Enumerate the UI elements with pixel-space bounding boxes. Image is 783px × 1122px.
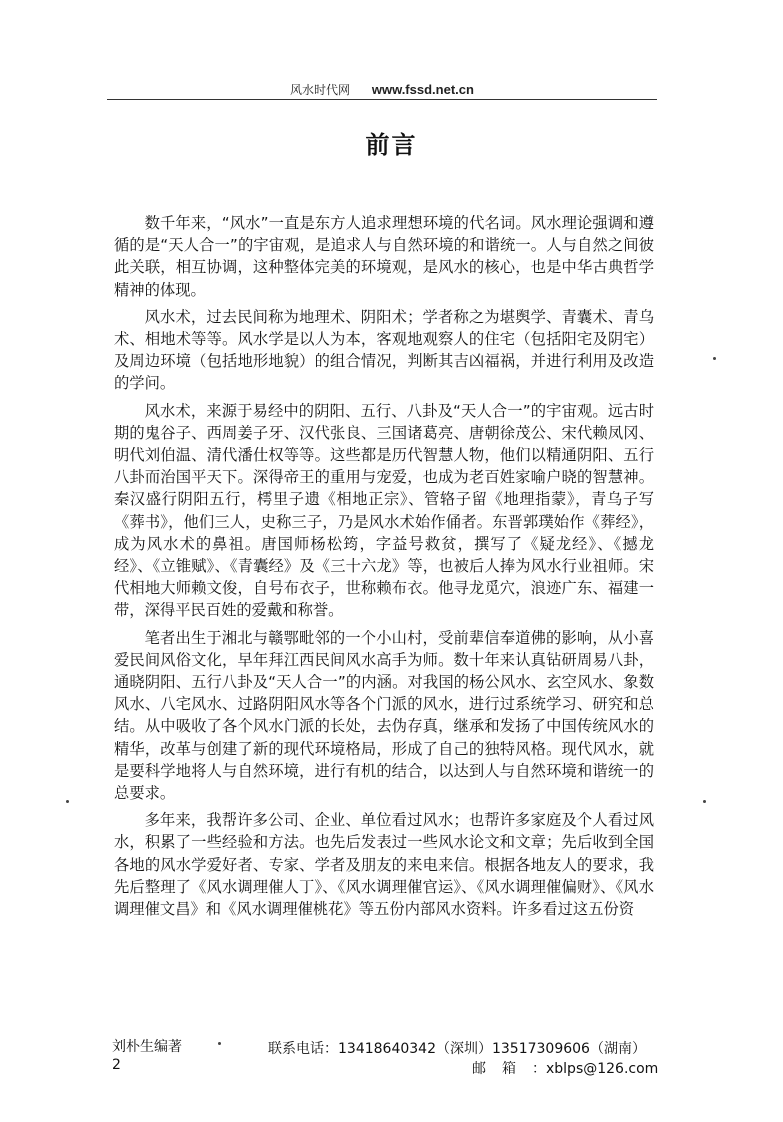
page-title: 前言: [365, 131, 418, 159]
scan-speck: [713, 357, 716, 360]
email-label: 邮箱: [472, 1061, 532, 1077]
page-number: 2: [112, 1057, 121, 1073]
footer-left: [112, 1038, 182, 1074]
page-header: [290, 81, 474, 98]
paragraph: 风水术，来源于易经中的阴阳、五行、八卦及“天人合一”的宇宙观。远古时期的鬼谷子、西周姜子牙、汉代张良、三国诸葛亮、唐朝徐茂公、宋代赖凤冈、明代刘伯温、清代潘仕权等等。这些都是历代智慧人物，他们以精通阴阳、五行八卦而治国平天下。深得帝王的重用与宠爱，也成为老百姓家喻户晓的智慧神。秦汉盛行阴阳五行，樗里子遗《相地正宗》、管辂子留《地理指蒙》，青乌子写《葬书》，他们三人，史称三子，乃是风水术始作俑者。东晋郭璞始作《葬经》，成为风水术的鼻祖。唐国师杨松筠，字益号救贫，撰写了《疑龙经》、《撼龙经》、《立锥赋》、《青囊经》及《三十六龙》等，也被后人捧为风水行业祖师。宋代相地大师赖文俊，自号布衣子，世称赖布衣。他寻龙觅穴，浪迹广东、福建一带，深得平民百姓的爱戴和称誉。: [114, 401, 654, 620]
body-text: [114, 212, 654, 920]
paragraph: 多年来，我帮许多公司、企业、单位看过风水；也帮许多家庭及个人看过风水，积累了一些经验和方法。也先后发表过一些风水论文和文章；先后收到全国各地的风水学爱好者、专家、学者及朋友的来电来信。根据各地友人的要求，我先后整理了《风水调理催人丁》、《风水调理催官运》、《风水调理催偏财》、《风水调理催文昌》和《风水调理催桃花》等五份内部风水资料。许多看过这五份资: [114, 811, 654, 919]
site-url: www.fssd.net.cn: [371, 82, 474, 97]
author-credit: 刘朴生编著: [112, 1039, 182, 1055]
paragraph: 数千年来，“风水”一直是东方人追求理想环境的代名词。风水理论强调和遵循的是“天人合一”的宇宙观，是追求人与自然环境的和谐统一。人与自然之间彼此关联，相互协调，这种整体完美的环境观，是风水的核心，也是中华古典哲学精神的体现。: [114, 214, 654, 299]
email-value: xblps@126.com: [546, 1061, 659, 1077]
paragraph: 笔者出生于湘北与赣鄂毗邻的一个小山村，受前辈信奉道佛的影响，从小喜爱民间风俗文化，早年拜江西民间风水高手为师。数十年来认真钻研周易八卦，通晓阴阳、五行八卦及“天人合一”的内涵。对我国的杨公风水、玄空风水、象数风水、八宅风水、过路阴阳风水等各个门派的风水，进行过系统学习、研究和总结。从中吸收了各个风水门派的长处，去伪存真，继承和发扬了中国传统风水的精华，改革与创建了新的现代环境格局，形成了自己的独特风格。现代风水，就是要科学地将人与自然环境，进行有机的结合，以达到人与自然环境和谐统一的总要求。: [114, 628, 654, 803]
contact-email: [472, 1058, 658, 1078]
site-name: 风水时代网: [290, 83, 351, 97]
header-divider: [107, 99, 657, 100]
paragraph: 风水术，过去民间称为地理术、阴阳术；学者称之为堪舆学、青囊术、青乌术、相地术等等。风水学是以人为本，客观地观察人的住宅（包括阳宅及阴宅）及周边环境（包括地形地貌）的组合情况，判断其吉凶福祸，并进行利用及改造的学问。: [114, 307, 654, 393]
scan-speck: [218, 1042, 221, 1045]
email-colon: ：: [532, 1061, 546, 1077]
scan-speck: [66, 800, 69, 803]
contact-phone: 联系电话：13418640342（深圳）13517309606（湖南）: [268, 1041, 646, 1057]
scan-speck: [703, 800, 706, 803]
